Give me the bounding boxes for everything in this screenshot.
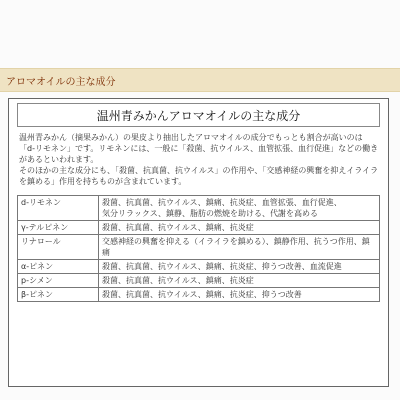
intro-line: 「d-リモネン」です。リモネンには、一般に「殺菌、抗ウイルス、血管拡張、血行促進」などの働き [19,144,379,153]
intro-line: 温州青みかん（摘果みかん）の果皮より抽出したアロマオイルの成分でもっとも割合が高いのは [19,133,363,142]
intro-line: を鎮める」作用を持ちものが含まれています。 [19,177,187,186]
table-row [18,260,380,274]
components-table [17,195,380,302]
content-card [8,98,389,387]
effect-line: 殺菌、抗真菌、抗ウイルス、鎮痛、抗炎症、血管拡張、血行促進、 [102,198,342,207]
component-effects [99,274,380,288]
intro-line: があるといわれます。 [19,155,99,164]
component-effects [99,196,380,221]
table-row [18,196,380,221]
section-header [0,68,400,92]
intro-line: そのほかの主な成分にも、「殺菌、抗真菌、抗ウイルス」の作用や、「交感神経の興奮を抑えイライラ [19,166,379,175]
effect-line: 気分リラックス、鎮静、脂肪の燃焼を助ける、代謝を高める [102,209,318,218]
component-name: リナロール [18,235,99,260]
table-row [18,274,380,288]
component-name: γ-テルピネン [18,221,99,235]
intro-paragraph [19,132,381,187]
section-title: アロマオイルの主な成分 [6,77,116,88]
table-row [18,235,380,260]
effect-line: 殺菌、抗真菌、抗ウイルス、鎮痛、抗炎症 [102,223,254,232]
effect-line: 殺菌、抗真菌、抗ウイルス、鎮痛、抗炎症 [102,276,254,285]
table-row [18,288,380,302]
component-name: d-リモネン [18,196,99,221]
effect-line: 殺菌、抗真菌、抗ウイルス、鎮痛、抗炎症、抑うつ改善、血流促進 [102,262,342,271]
component-effects [99,235,380,260]
effect-line: 交感神経の興奮を抑える（イライラを鎮める）、鎮静作用、抗うつ作用、鎮 [102,237,370,246]
card-title-box [17,103,380,127]
card-title: 温州青みかんアロマオイルの主な成分 [96,108,301,123]
table-row [18,221,380,235]
component-effects [99,288,380,302]
component-effects [99,260,380,274]
component-effects [99,221,380,235]
effect-line: 痛 [102,248,110,257]
component-name: α-ピネン [18,260,99,274]
component-name: β-ピネン [18,288,99,302]
component-name: p-シメン [18,274,99,288]
effect-line: 殺菌、抗真菌、抗ウイルス、鎮痛、抗炎症、抑うつ改善 [102,290,302,299]
